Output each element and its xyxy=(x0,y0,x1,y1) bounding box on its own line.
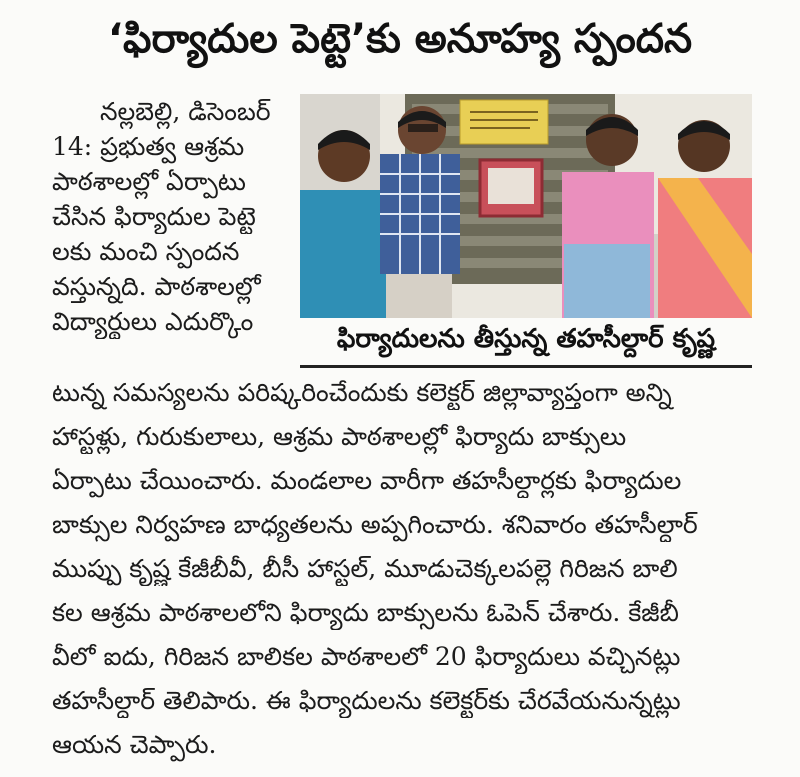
body-line: ఆయన చెప్పారు. xyxy=(52,730,217,759)
body-line: వస్తున్నది. పాఠశాలల్లో xyxy=(52,272,261,301)
body-line: పాఠశాలల్లో ఏర్పాటు xyxy=(52,167,246,196)
body-line: చేసిన ఫిర్యాదుల పెట్టె xyxy=(52,202,256,231)
body-line: ముప్పు కృష్ణ కేజీబీవీ, బీసీ హాస్టల్, మూడుచెక్కలపల్లె గిరిజన బాలి xyxy=(52,554,678,583)
article-headline: ‘ఫిర్యాదుల పెట్టె’కు అనూహ్య స్పందన xyxy=(107,16,693,62)
body-line: విద్యార్థులు ఎదుర్కొం xyxy=(52,307,254,336)
body-line: బాక్సుల నిర్వహణ బాధ్యతలను అప్పగించారు. శనివారం తహసీల్దార్ xyxy=(52,510,698,539)
body-line: 14: ప్రభుత్వ ఆశ్రమ xyxy=(52,132,245,161)
body-line: టున్న సమస్యలను పరిష్కరించేందుకు కలెక్టర్ జిల్లావ్యాప్తంగా అన్ని xyxy=(52,378,672,407)
body-line: ఏర్పాటు చేయించారు. మండలాల వారీగా తహసీల్దార్లకు ఫిర్యాదుల xyxy=(52,466,682,495)
news-photo xyxy=(300,94,752,318)
photo-caption: ఫిర్యాదులను తీస్తున్న తహసీల్దార్ కృష్ణ xyxy=(300,318,752,368)
body-line: వీలో ఐదు, గిరిజన బాలికల పాఠశాలలో 20 ఫిర్యాదులు వచ్చినట్లు xyxy=(52,642,681,671)
body-line: తహసీల్దార్ తెలిపారు. ఈ ఫిర్యాదులను కలెక్టర్‌కు చేరవేయనున్నట్లు xyxy=(52,686,681,715)
body-line: కల ఆశ్రమ పాఠశాలలోని ఫిర్యాదు బాక్సులను ఓపెన్ చేశారు. కేజీబీ xyxy=(52,598,679,627)
photo-illustration xyxy=(300,94,752,318)
body-line: నల్లబెల్లి, డిసెంబర్ xyxy=(100,97,271,126)
body-line: లకు మంచి స్పందన xyxy=(52,237,240,266)
notice-board xyxy=(460,100,548,144)
body-line: హాస్టళ్లు, గురుకులాలు, ఆశ్రమ పాఠశాలల్లో ఫిర్యాదు బాక్సులు xyxy=(52,422,627,451)
